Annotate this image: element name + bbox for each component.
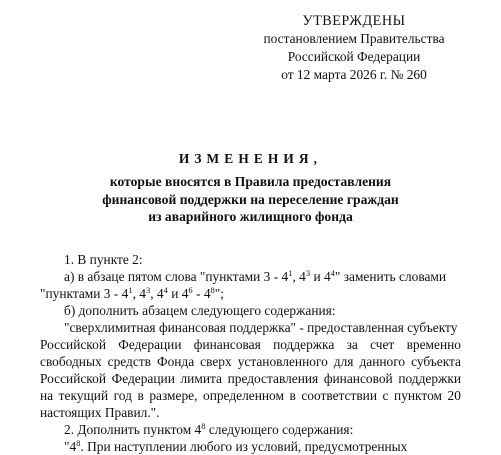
- word: предоставления: [227, 371, 319, 386]
- word: Фонда: [156, 354, 195, 369]
- approval-title: УТВЕРЖДЕНЫ: [302, 13, 406, 29]
- subtitle-line-2: финансовой поддержки на переселение граждан: [102, 191, 399, 207]
- word: определенном: [203, 388, 284, 403]
- word: Федерации: [111, 371, 175, 386]
- quoted-definition-line-3: [40, 353, 461, 370]
- word: Российской: [40, 337, 106, 352]
- subtitle-line-3: из аварийного жилищного фонда: [148, 209, 353, 224]
- quoted-definition-line-2: [40, 336, 461, 353]
- word: средств: [107, 354, 151, 369]
- word: установленного: [237, 354, 328, 369]
- word: на: [40, 388, 54, 403]
- word: текущий: [58, 388, 109, 403]
- approval-stamp: [256, 12, 452, 84]
- word: счет: [370, 337, 395, 352]
- approval-date: от 12 марта 2026 г. № 260: [281, 67, 427, 82]
- paragraph-2-cont: "пунктами $3 - 4^1$, $4^3$, $4^4$ и $4^6 - 4^8$";: [40, 285, 224, 301]
- word: данного: [359, 354, 406, 369]
- word: 20: [447, 388, 461, 403]
- document-subtitle: [40, 173, 461, 226]
- word: поддержки: [398, 371, 461, 386]
- word: временно: [406, 337, 461, 352]
- quoted-definition-line-4: [40, 370, 461, 387]
- quoted-definition-line-1: "сверхлимитная финансовая поддержка" - предоставленная субъекту: [64, 320, 458, 335]
- word: Российской: [40, 371, 106, 386]
- word: финансовой: [323, 371, 393, 386]
- word: год: [113, 388, 132, 403]
- word: за: [346, 337, 358, 352]
- word: свободных: [40, 354, 102, 369]
- paragraph-2: а) в абзаце пятом слова "пунктами $3 - 4^1$, $4^3$ и $4^4$" заменить словами: [64, 268, 447, 284]
- word: Федерации: [118, 337, 182, 352]
- approval-line-2: Российской Федерации: [287, 49, 421, 64]
- paragraph-1: 1. В пункте 2:: [64, 252, 143, 267]
- word: в: [137, 388, 144, 403]
- quoted-definition-line-5: [40, 387, 461, 404]
- word: пунктом: [394, 388, 442, 403]
- word: размере,: [149, 388, 198, 403]
- word: соответствии: [301, 388, 378, 403]
- paragraph-5: "$4^8$. При наступлении любого из условий, предусмотренных: [64, 438, 408, 454]
- document-heading: [40, 150, 461, 226]
- word: лимита: [180, 371, 222, 386]
- word: сверх: [200, 354, 232, 369]
- paragraph-3: б) дополнить абзацем следующего содержания:: [64, 303, 336, 318]
- word: поддержка: [273, 337, 335, 352]
- word: с: [382, 388, 389, 403]
- quoted-definition-line-6: настоящих Правил.".: [40, 405, 160, 420]
- approval-line-1: постановлением Правительства: [263, 31, 445, 46]
- word: субъекта: [411, 354, 461, 369]
- subtitle-line-1: которые вносятся в Правила предоставления: [109, 174, 392, 189]
- paragraph-4: 2. Дополнить пунктом $4^8$ следующего содержания:: [64, 421, 354, 437]
- word: для: [333, 354, 354, 369]
- word: финансовая: [193, 337, 261, 352]
- word: в: [289, 388, 296, 403]
- document-title: ИЗМЕНЕНИЯ,: [178, 151, 323, 166]
